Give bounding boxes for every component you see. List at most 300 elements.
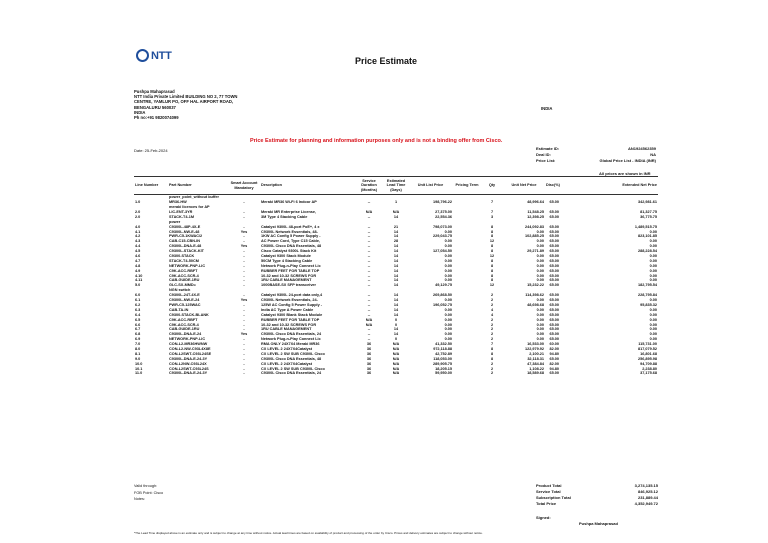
table-cell: CON-L2-NW-C93L4X8E xyxy=(169,346,211,351)
table-cell: 12 xyxy=(489,283,495,288)
table-cell: 7.0 xyxy=(135,342,141,347)
table-cell: 65.00 xyxy=(549,307,559,312)
table-cell: 0.00 xyxy=(536,307,544,312)
table-cell: 4.8 xyxy=(135,263,141,268)
table-cell: - xyxy=(243,346,245,351)
table-cell: C9300L-NW-E-24 xyxy=(169,298,200,303)
table-cell: CON-L2-MR36HWNW xyxy=(169,342,208,347)
estimate-meta xyxy=(536,146,656,164)
table-cell: 6.9 xyxy=(135,337,141,342)
table-cell: 65.00 xyxy=(549,356,559,361)
table-cell: 2 xyxy=(490,302,494,307)
table-cell: 0.00 xyxy=(649,273,657,278)
totals-block xyxy=(536,483,658,507)
table-cell: -- xyxy=(367,268,371,273)
table-cell: 0.00 xyxy=(444,322,452,327)
table-cell: N/A xyxy=(392,366,400,371)
table-cell: -- xyxy=(367,337,371,342)
table-cell: Catalyst 9300 Blank Stack Module xyxy=(261,312,323,317)
table-cell: 65.00 xyxy=(549,278,559,283)
table-cell: 0.00 xyxy=(649,244,657,249)
table-cell: 49,129.75 xyxy=(435,283,452,288)
table-cell: 2 xyxy=(490,366,494,371)
table-cell: - xyxy=(243,254,245,259)
table-cell: 21 xyxy=(393,224,399,229)
table-cell: 65.00 xyxy=(549,200,559,205)
table-cell: CAB-GUIDE-1RU xyxy=(169,278,200,283)
table-cell: 14 xyxy=(393,234,399,239)
table-cell: 1KW AC Config 5 Power Supply - xyxy=(261,234,321,239)
table-cell: 16,801.68 xyxy=(640,351,657,356)
table-cell: 127,054.50 xyxy=(432,249,452,254)
table-cell: 65.00 xyxy=(549,249,559,254)
table-cell: 6.0 xyxy=(135,293,141,298)
table-cell: 0.00 xyxy=(444,258,452,263)
address-line: CENTRE, YAMLUR PO, OFF HAL AIRPORT ROAD, xyxy=(134,99,234,105)
logo-ring-icon xyxy=(136,49,149,62)
table-cell: C9K-ACC-RBFT xyxy=(169,268,198,273)
table-cell: -- xyxy=(367,298,371,303)
total-value: 231,889.44 xyxy=(637,495,658,500)
table-cell: 0.00 xyxy=(649,312,657,317)
table-cell: 0.00 xyxy=(444,244,452,249)
table-cell: LIC-ENT-3YR xyxy=(169,210,193,215)
table-header-row xyxy=(134,177,658,195)
table-cell: 28 xyxy=(393,239,399,244)
table-cell: 198,796.22 xyxy=(432,200,452,205)
table-cell: NETWORK-PNP-LIC xyxy=(169,263,206,268)
table-cell: 342,981.61 xyxy=(637,200,657,205)
table-cell: 36,775.75 xyxy=(640,214,657,219)
table-cell: 65.00 xyxy=(549,244,559,249)
table-cell: 196,052.75 xyxy=(432,302,452,307)
meta-label: Price List: xyxy=(536,158,556,163)
table-cell: RMA ONLY 24X7X4 Meraki MR36 xyxy=(261,342,320,347)
footer-notes xyxy=(134,483,163,503)
table-cell: 0.00 xyxy=(649,327,657,332)
table-cell: - xyxy=(243,234,245,239)
table-cell: 48,996.64 xyxy=(527,200,544,205)
table-cell: - xyxy=(243,342,245,347)
meta-row-price-list xyxy=(536,158,656,164)
table-cell: 36 xyxy=(366,361,372,366)
company-logo xyxy=(136,49,171,62)
table-cell: Meraki MR36 Wi-Fi 6 Indoor AP xyxy=(261,200,317,205)
col-header: Line Number xyxy=(134,177,168,195)
table-cell: - xyxy=(243,307,245,312)
table-cell: 65.00 xyxy=(549,263,559,268)
table-cell: -- xyxy=(367,249,371,254)
table-cell: 0.00 xyxy=(444,327,452,332)
valid-through: Valid through: xyxy=(134,484,158,488)
total-label: Subscription Total xyxy=(536,495,571,500)
table-cell: 65.00 xyxy=(549,293,559,298)
table-cell: 65.00 xyxy=(549,332,559,337)
table-cell: C9300L-DNA-E-24 xyxy=(169,332,202,337)
table-cell: MR36-HW xyxy=(169,200,187,205)
table-cell: -- xyxy=(367,278,371,283)
table-cell: -- xyxy=(367,307,371,312)
table-cell: C9300-STACK-BLANK xyxy=(169,312,209,317)
table-cell: 115,731.00 xyxy=(638,342,657,347)
table-cell: -- xyxy=(367,273,371,278)
table-cell: C9300L Network Essentials, 24- xyxy=(261,298,318,303)
table-cell: 14 xyxy=(393,293,399,298)
table-cell: 817,079.52 xyxy=(637,346,657,351)
table-cell: 1RU CABLE MANAGEMENT xyxy=(261,278,312,283)
table-cell: 32,118.31 xyxy=(527,356,544,361)
table-cell: Catalyst 9300L 24-port data only,4 xyxy=(261,293,323,298)
table-cell: 2 xyxy=(490,371,494,376)
table-cell: 65.00 xyxy=(549,298,559,303)
customer-address xyxy=(134,89,237,120)
table-cell: 1000BASE-SX SFP transceiver xyxy=(261,283,317,288)
table-cell: 182,795.54 xyxy=(637,283,657,288)
table-cell: - xyxy=(243,268,245,273)
table-cell: N/A xyxy=(392,210,400,215)
notes-label: Notes: xyxy=(134,497,145,501)
table-cell: 3 xyxy=(490,214,494,219)
table-cell: 14 xyxy=(393,283,399,288)
table-cell: 229,043.75 xyxy=(432,234,452,239)
table-cell: - xyxy=(243,312,245,317)
table-cell: 14 xyxy=(393,312,399,317)
table-cell: NETWORK-PNP-LIC xyxy=(169,337,206,342)
address-line: BENGALURU 560037 xyxy=(134,104,176,110)
table-cell: 125W AC Config 5 Power Supply - xyxy=(261,302,323,307)
address-line: Pushpa Mahaprasad xyxy=(134,89,175,94)
table-cell: 14 xyxy=(393,214,399,219)
table-cell: 50CM Type 4 Stacking Cable xyxy=(261,258,313,263)
table-cell: 65.00 xyxy=(549,337,559,342)
table-cell: 8 xyxy=(490,263,494,268)
table-cell: 6.6 xyxy=(135,322,141,327)
table-cell: CAB-C15-CBN-IN xyxy=(169,239,201,244)
table-cell: 29,271.89 xyxy=(527,249,544,254)
table-cell: 7 xyxy=(490,200,494,205)
table-cell: 82.00 xyxy=(549,346,559,351)
signed-label: Signed: xyxy=(536,515,551,520)
table-cell: 94.80 xyxy=(549,366,559,371)
table-cell: 2 xyxy=(490,298,494,303)
table-cell: CX LEVEL 2 SW SUB C9300L Cisco xyxy=(261,366,325,371)
table-cell: 10-32 and 10-32 SCREWS FOR xyxy=(261,273,317,278)
table-cell: 0.00 xyxy=(649,278,657,283)
table-cell: 65.00 xyxy=(549,273,559,278)
table-cell: Catalyst 9300 Stack Module xyxy=(261,254,311,259)
table-cell: 114,398.62 xyxy=(525,293,544,298)
table-cell: -- xyxy=(367,234,371,239)
meta-value: NA xyxy=(650,152,656,157)
table-cell: -- xyxy=(367,239,371,244)
table-cell: 65.00 xyxy=(549,254,559,259)
table-cell: 6.7 xyxy=(135,327,141,332)
table-cell: 14 xyxy=(393,254,399,259)
table-cell: 798,073.00 xyxy=(432,224,452,229)
table-cell: 1RU CABLE MANAGEMENT xyxy=(261,327,312,332)
table-cell: 3M Type 4 Stacking Cable xyxy=(261,214,308,219)
table-cell: 8.0 xyxy=(135,346,141,351)
table-cell: 0.00 xyxy=(444,263,452,268)
table-cell: 0.00 xyxy=(536,337,544,342)
table-cell: 0.00 xyxy=(649,239,657,244)
table-cell: 59,950.00 xyxy=(435,371,452,376)
table-cell: 65.00 xyxy=(549,224,559,229)
table-cell: - xyxy=(243,214,245,219)
col-header: Part Number xyxy=(168,177,228,195)
table-cell: 0.00 xyxy=(649,322,657,327)
table-cell: 14 xyxy=(393,258,399,263)
table-cell: 4.9 xyxy=(135,268,141,273)
address-line: INDIA xyxy=(134,109,146,115)
col-header: Description xyxy=(260,177,354,195)
table-cell: 2.0 xyxy=(135,214,141,219)
table-cell: 269,868.50 xyxy=(432,293,452,298)
table-cell: 2 xyxy=(490,332,494,337)
table-cell: Network Plug-n-Play Connect Lic xyxy=(261,337,321,342)
table-cell: 14 xyxy=(393,273,399,278)
table-cell: - xyxy=(243,293,245,298)
table-cell: STACK-T4-1M xyxy=(169,214,195,219)
table-cell: 4 xyxy=(490,312,494,317)
table-cell: -- xyxy=(367,327,371,332)
table-cell: 6.3 xyxy=(135,307,141,312)
table-cell: 65.00 xyxy=(549,317,559,322)
table-cell: 65.00 xyxy=(549,239,559,244)
table-cell: Network Plug-n-Play Connect Lic xyxy=(261,263,321,268)
table-cell: 36 xyxy=(366,366,372,371)
table-cell: 8.1 xyxy=(135,351,141,356)
table-cell: 4.2 xyxy=(135,234,141,239)
table-cell: 823,101.85 xyxy=(637,234,657,239)
signoff xyxy=(536,515,618,526)
col-header: Pricing Term xyxy=(453,177,481,195)
table-cell: 0.00 xyxy=(536,263,544,268)
table-cell: CX LEVEL 2 24X7X4Catalyst xyxy=(261,346,313,351)
table-cell: power_point_without buffer xyxy=(169,195,219,200)
table-cell: 95,835.32 xyxy=(640,302,657,307)
table-cell: 14 xyxy=(393,268,399,273)
table-cell: C9300L Network Essentials, 48- xyxy=(261,229,318,234)
table-cell: 27,375.00 xyxy=(435,210,452,215)
table-cell: 65.00 xyxy=(549,229,559,234)
table-cell: N/A xyxy=(365,210,373,215)
table-cell: 8 xyxy=(490,273,494,278)
table-cell: 10.0 xyxy=(135,361,143,366)
table-cell: 65.00 xyxy=(549,302,559,307)
table-cell: 0.00 xyxy=(536,254,544,259)
table-cell: - xyxy=(243,317,245,322)
col-header: Estimated Lead Time (Days) xyxy=(384,177,408,195)
table-cell: 0 xyxy=(394,317,398,322)
table-cell: 94.80 xyxy=(549,351,559,356)
table-cell: 4.10 xyxy=(135,273,143,278)
table-cell: C9300L Cisco DNA Essentials, 24 xyxy=(261,371,322,376)
table-cell: 65.00 xyxy=(549,258,559,263)
total-label: Total Price xyxy=(536,501,557,506)
table-cell: CX LEVEL 2 SW SUB C9300L Cisco xyxy=(261,351,325,356)
table-cell: 8 xyxy=(490,278,494,283)
table-cell: CX LEVEL 2 24X7X4Catalyst xyxy=(261,361,313,366)
col-header: Qty xyxy=(481,177,503,195)
table-cell: 82.00 xyxy=(549,361,559,366)
table-cell: -- xyxy=(367,312,371,317)
table-cell: -- xyxy=(367,283,371,288)
table-cell: N/A xyxy=(392,361,400,366)
table-cell: C9K-ACC-SCR-4 xyxy=(169,322,199,327)
table-cell: 122,979.92 xyxy=(524,346,544,351)
table-cell: -- xyxy=(367,244,371,249)
table-cell: 0 xyxy=(394,322,398,327)
table-cell: 244,092.83 xyxy=(524,224,544,229)
table-cell: NGN switch xyxy=(169,288,191,293)
table-cell: 2 xyxy=(490,327,494,332)
fine-print: *The Lead Time displayed above is an estimate only and is subject to change at any time without notice. Actual lead times are based on availability of product and processing of the order by Cisco. Prices and delivery estimates are subject to change without notice. xyxy=(134,531,483,535)
table-cell: 4.7 xyxy=(135,258,141,263)
table-cell: C9300L-DNA-E-24-3Y xyxy=(169,371,208,376)
table-cell: 6.2 xyxy=(135,302,141,307)
table-row xyxy=(134,371,658,376)
table-cell: 10.1 xyxy=(135,366,143,371)
table-cell: 14 xyxy=(393,307,399,312)
table-cell: 0.00 xyxy=(536,278,544,283)
table-cell: 65.00 xyxy=(549,268,559,273)
table-cell: -- xyxy=(367,293,371,298)
table-cell: PWR-C5-125WAC xyxy=(169,302,201,307)
table-cell: 14 xyxy=(393,332,399,337)
table-cell: C9300L-NW-E-48 xyxy=(169,229,200,234)
table-cell: 8 xyxy=(490,244,494,249)
table-cell: N/A xyxy=(365,322,373,327)
table-cell: 36 xyxy=(366,342,372,347)
table-cell: 0.00 xyxy=(444,337,452,342)
address-line: NTT India Private Limited BUILDING NO 2, 77 TOWN xyxy=(134,94,238,100)
table-cell: 8 xyxy=(490,268,494,273)
table-cell: 0.00 xyxy=(649,258,657,263)
table-cell: N/A xyxy=(365,317,373,322)
table-cell: 2,238.80 xyxy=(642,366,657,371)
table-cell: 6.1 xyxy=(135,298,141,303)
logo-text: NTT xyxy=(151,49,172,62)
table-cell: 2 xyxy=(490,322,494,327)
table-cell: 0.00 xyxy=(444,307,452,312)
table-cell: 22,554.36 xyxy=(435,214,452,219)
table-cell: GLC-SX-MMD= xyxy=(169,283,196,288)
table-cell: 8 xyxy=(490,351,494,356)
table-cell: 4 xyxy=(490,307,494,312)
table-cell: 94,709.88 xyxy=(640,361,657,366)
meta-value: AN1924562359 xyxy=(627,146,656,151)
table-cell: CON-L2SWT-C93L24S xyxy=(169,366,209,371)
total-row-price xyxy=(536,501,658,507)
table-cell: 16,533.00 xyxy=(527,342,544,347)
table-cell: 14 xyxy=(393,229,399,234)
table-cell: 0 xyxy=(394,337,398,342)
table-cell: 0.00 xyxy=(649,317,657,322)
table-cell: AC Power Cord, Type C15 Cable, xyxy=(261,239,321,244)
table-cell: Meraki MR Enterprise License, xyxy=(261,210,317,215)
table-cell: -- xyxy=(367,200,371,205)
table-cell: 2.0 xyxy=(135,210,141,215)
table-cell: 1,489,515.75 xyxy=(634,224,657,229)
table-cell: 2 xyxy=(490,337,494,342)
table-cell: 65.00 xyxy=(549,210,559,215)
table-cell: 0.00 xyxy=(536,327,544,332)
table-cell: C9300L Cisco DNA Essentials, 48 xyxy=(261,356,322,361)
table-cell: - xyxy=(243,278,245,283)
table-cell: 4.4 xyxy=(135,244,141,249)
table-cell: 0.00 xyxy=(444,229,452,234)
table-cell: CAB-TA-IN xyxy=(169,307,189,312)
table-cell: 7 xyxy=(490,210,494,215)
table-cell: 4.0 xyxy=(135,224,141,229)
table-cell: C9300L-DNA-E-24-3Y xyxy=(169,356,208,361)
table-cell: 12,398.25 xyxy=(527,214,544,219)
table-cell: 11.0 xyxy=(135,371,143,376)
table-cell: STACK-T4-50CM xyxy=(169,258,199,263)
col-header: Disc(%) xyxy=(545,177,560,195)
table-cell: - xyxy=(243,337,245,342)
table-cell: 289,905.75 xyxy=(432,361,452,366)
disclaimer-notice: Price Estimate for planning and information purposes only and is not a binding offer from Cisco. xyxy=(250,138,503,144)
table-cell: 0.00 xyxy=(536,317,544,322)
table-cell: 10-32 and 10-32 SCREWS FOR xyxy=(261,322,317,327)
table-cell: 8 xyxy=(490,224,494,229)
table-cell: CAB-GUIDE-1RU xyxy=(169,327,200,332)
table-cell: 65.00 xyxy=(549,234,559,239)
table-cell: N/A xyxy=(392,356,400,361)
table-cell: -- xyxy=(367,229,371,234)
table-cell: 0.00 xyxy=(536,229,544,234)
table-cell: 65.00 xyxy=(549,312,559,317)
table-cell: 14 xyxy=(393,249,399,254)
table-cell: 8 xyxy=(490,258,494,263)
table-cell: 0.00 xyxy=(444,317,452,322)
address-line: Ph no:+91 9820074099 xyxy=(134,115,179,121)
table-cell: - xyxy=(243,322,245,327)
table-cell: 228,795.84 xyxy=(637,293,657,298)
table-cell: C9K-ACC-RBFT xyxy=(169,317,198,322)
total-label: Service Total xyxy=(536,489,561,494)
table-cell: 4.5 xyxy=(135,249,141,254)
table-cell: India AC Type A Power Cable xyxy=(261,307,314,312)
table-cell: 0.00 xyxy=(444,278,452,283)
table-cell: -- xyxy=(367,258,371,263)
total-label: Product Total xyxy=(536,483,562,488)
table-cell: Yes xyxy=(240,332,248,337)
table-cell: 36 xyxy=(366,346,372,351)
table-cell: - xyxy=(243,210,245,215)
meta-label: Estimate ID: xyxy=(536,146,560,151)
table-cell: 0.00 xyxy=(649,229,657,234)
table-cell: N/A xyxy=(392,371,400,376)
table-cell: RUBBER FEET FOR TABLE TOP xyxy=(261,268,320,273)
table-cell: 12 xyxy=(489,254,495,259)
table-cell: 8 xyxy=(490,249,494,254)
table-cell: 256,895.98 xyxy=(637,356,657,361)
address-country: INDIA xyxy=(541,106,553,111)
table-cell: 18,589.68 xyxy=(527,371,544,376)
table-cell: 8 xyxy=(490,234,494,239)
table-cell: 0.00 xyxy=(444,268,452,273)
table-cell: - xyxy=(243,361,245,366)
table-cell: 60.00 xyxy=(549,342,559,347)
table-cell: 0.00 xyxy=(536,312,544,317)
table-cell: 0.00 xyxy=(536,322,544,327)
table-cell: - xyxy=(243,263,245,268)
table-cell: Catalyst 9300L 48-port PoE+, 4 x xyxy=(261,224,320,229)
table-cell: -- xyxy=(367,332,371,337)
